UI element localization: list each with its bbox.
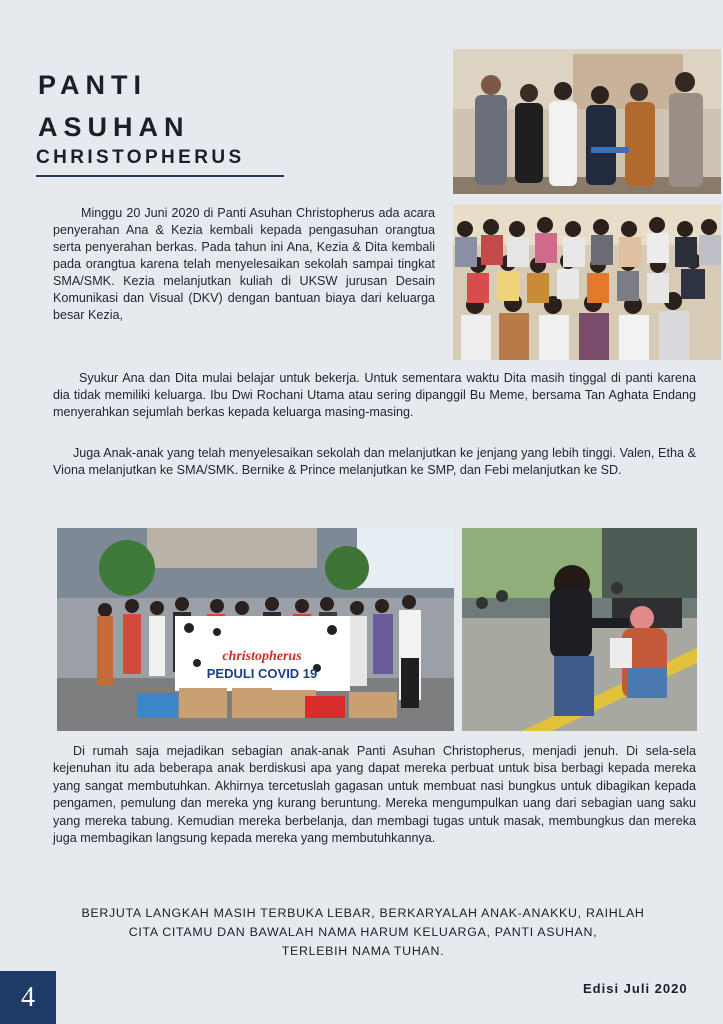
title-underline — [36, 175, 284, 177]
photo-document-handover — [453, 49, 721, 194]
edition-label: Edisi Juli 2020 — [583, 981, 688, 996]
banner-covid-text: PEDULI COVID 19 — [206, 666, 318, 681]
article-paragraph-1: Minggu 20 Juni 2020 di Panti Asuhan Christopherus ada acara penyerahan Ana & Kezia kembali kepada pengasuhan orangtua serta penyerahan berkas. Pada tahun ini Ana, Kezia & Dita kembali pada orangtua karena telah menyelesaikan sekolah sampai tingkat SMA/SMK. Kezia melanjutkan kuliah di UKSW jurusan Desain Komunikasi dan Visual (DKV) dengan bantuan biaya dari keluarga besar Kezia, — [53, 206, 435, 322]
article-paragraph-4: Di rumah saja mejadikan sebagian anak-anak Panti Asuhan Christopherus, menjadi jenuh. Di sela-sela kejenuhan itu ada beberapa anak berdiskusi apa yang dapat mereka perbuat untuk bisa berbagi kepada mereka yang sangat membutuhkan. Akhirnya tercetuslah gagasan untuk membuat nasi bungkus untuk dibagikan kepada pengamen, pemulung dan mereka yng kurang beruntung. Mereka mengumpulkan uang dari sebagian uang saku yang mereka tabung. Kemudian mereka berbelanja, dan membagi tugas untuk masak, membungkus dan mereka juga membagikan langsung kepada mereka yang membutuhkannya. — [53, 744, 696, 846]
page-number: 4 — [0, 971, 56, 1024]
photo-children-group — [453, 205, 721, 360]
photo-peduli-covid-banner — [57, 528, 454, 731]
banner-brand-text: christopherus — [222, 649, 302, 664]
closing-line-1: BERJUTA LANGKAH MASIH TERBUKA LEBAR, BERKARYALAH ANAK-ANAKKU, RAIHLAH — [81, 906, 645, 920]
closing-line-2: CITA CITAMU DAN BAWALAH NAMA HARUM KELUARGA, PANTI ASUHAN, — [128, 925, 598, 939]
closing-statement — [53, 904, 673, 961]
title-line-2: ASUHAN — [38, 112, 190, 142]
article-paragraph-3: Juga Anak-anak yang telah menyelesaikan sekolah dan melanjutkan ke jenjang yang lebih tinggi. Valen, Etha & Viona melanjutkan ke SMA/SMK. Bernike & Prince melanjutkan ke SMP, dan Febi melanjutkan ke SD. — [53, 446, 696, 477]
title-line-1: PANTI — [38, 70, 147, 100]
photo-food-sharing-street — [462, 528, 697, 731]
article-paragraph-2: Syukur Ana dan Dita mulai belajar untuk bekerja. Untuk sementara waktu Dita masih tinggal di panti karena dia tidak memiliki keluarga. Ibu Dwi Rochani Utama atau sering dipanggil Bu Meme, bersama Tan Aghata Endang menyerahkan sejumlah berkas kepada keluarga masing-masing. — [53, 371, 696, 419]
title-line-3: CHRISTOPHERUS — [36, 147, 245, 168]
closing-line-3: TERLEBIH NAMA TUHAN. — [281, 944, 445, 958]
